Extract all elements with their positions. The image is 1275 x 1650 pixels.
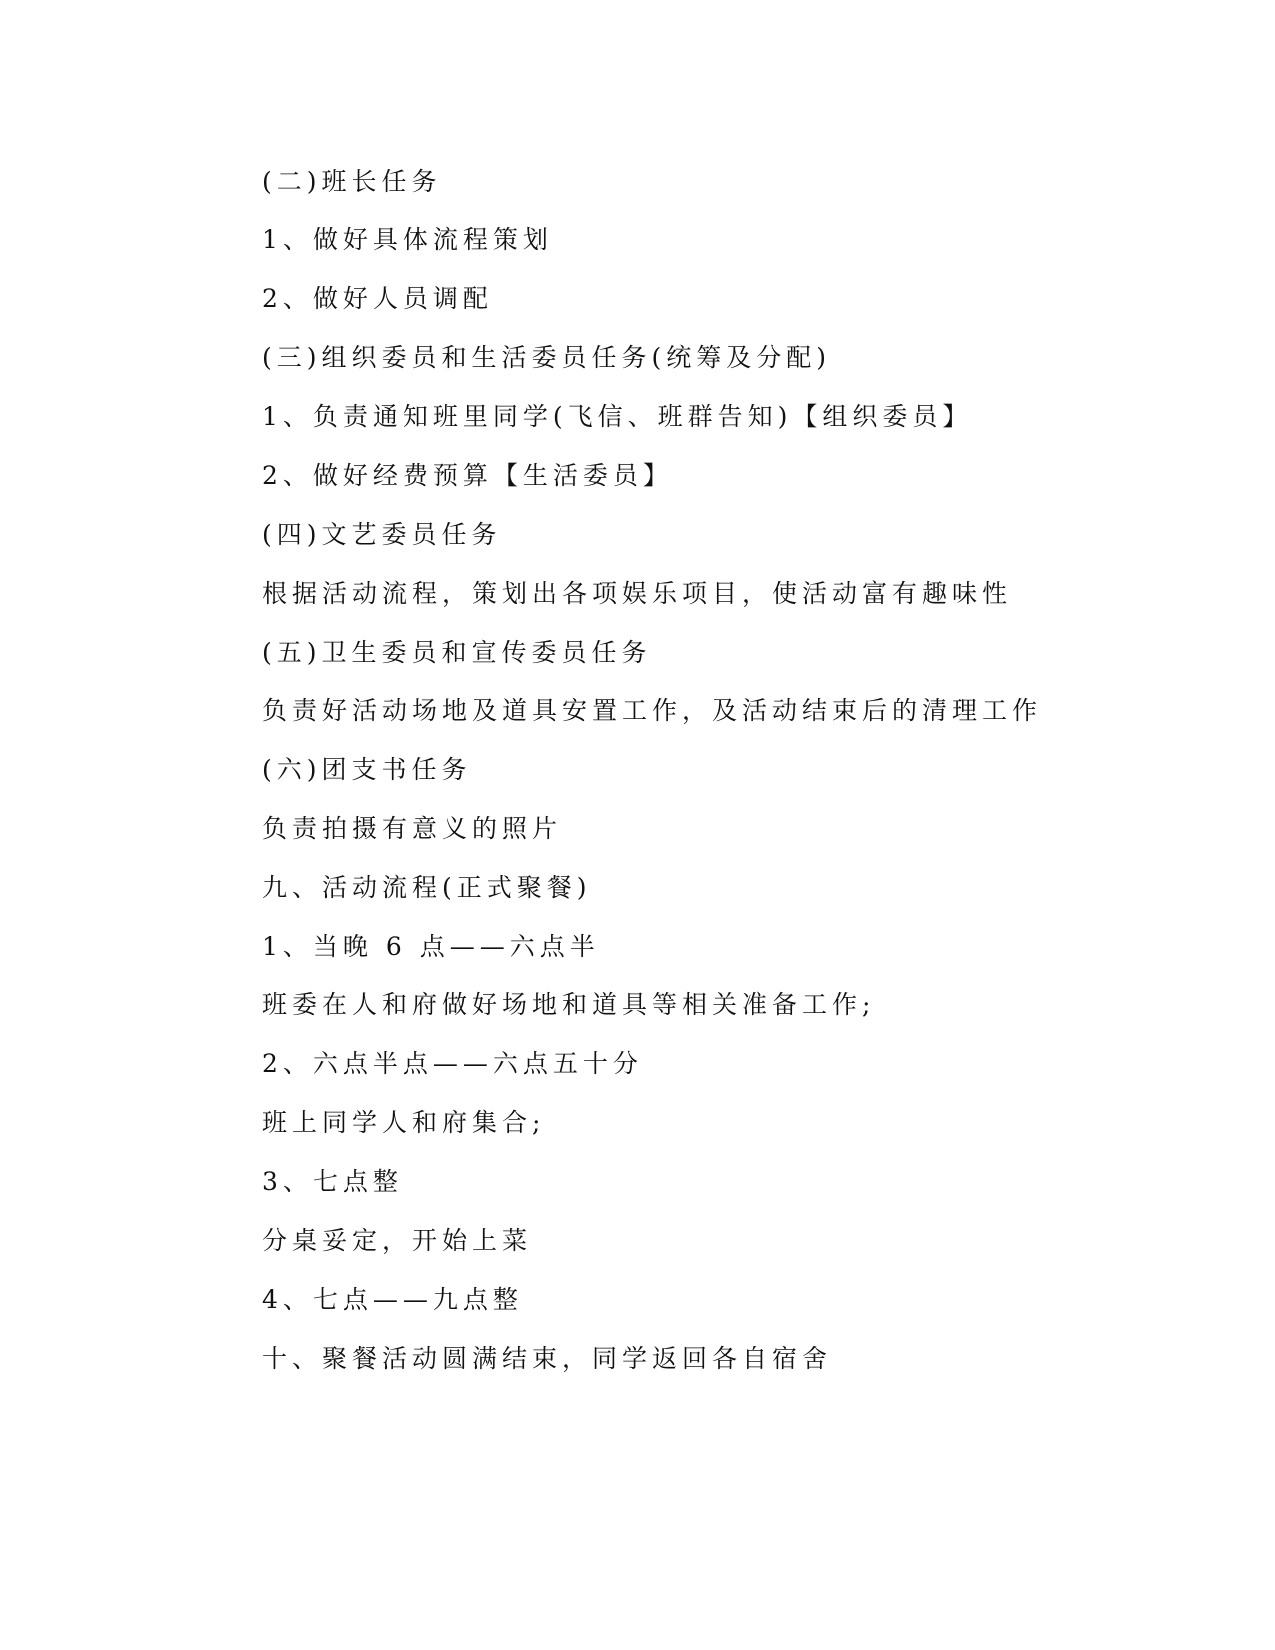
- list-item: 4、七点——九点整: [262, 1285, 523, 1314]
- paragraph: 班委在人和府做好场地和道具等相关准备工作;: [262, 990, 876, 1019]
- list-item: 2、做好经费预算【生活委员】: [262, 461, 673, 490]
- list-item: 1、做好具体流程策划: [262, 225, 553, 254]
- section-heading-hygiene-tasks: (五)卫生委员和宣传委员任务: [262, 638, 652, 667]
- section-heading-conclusion: 十、聚餐活动圆满结束，同学返回各自宿舍: [262, 1344, 833, 1373]
- section-heading-monitor-tasks: (二)班长任务: [262, 167, 442, 196]
- section-heading-arts-tasks: (四)文艺委员任务: [262, 520, 502, 549]
- list-item: 2、做好人员调配: [262, 284, 493, 313]
- section-heading-activity-flow: 九、活动流程(正式聚餐): [262, 873, 592, 902]
- paragraph: 负责拍摄有意义的照片: [262, 814, 563, 843]
- paragraph: 分桌妥定，开始上菜: [262, 1226, 533, 1255]
- list-item: 2、六点半点——六点五十分: [262, 1049, 643, 1078]
- paragraph: 根据活动流程，策划出各项娱乐项目，使活动富有趣味性: [262, 579, 1013, 608]
- paragraph: 班上同学人和府集合;: [262, 1108, 546, 1137]
- section-heading-league-secretary-tasks: (六)团支书任务: [262, 755, 472, 784]
- list-item: 3、七点整: [262, 1167, 403, 1196]
- section-heading-committee-tasks: (三)组织委员和生活委员任务(统筹及分配): [262, 343, 832, 372]
- list-item: 1、负责通知班里同学(飞信、班群告知)【组织委员】: [262, 402, 973, 431]
- paragraph: 负责好活动场地及道具安置工作，及活动结束后的清理工作: [262, 696, 1043, 725]
- list-item: 1、当晚 6 点——六点半: [262, 932, 600, 961]
